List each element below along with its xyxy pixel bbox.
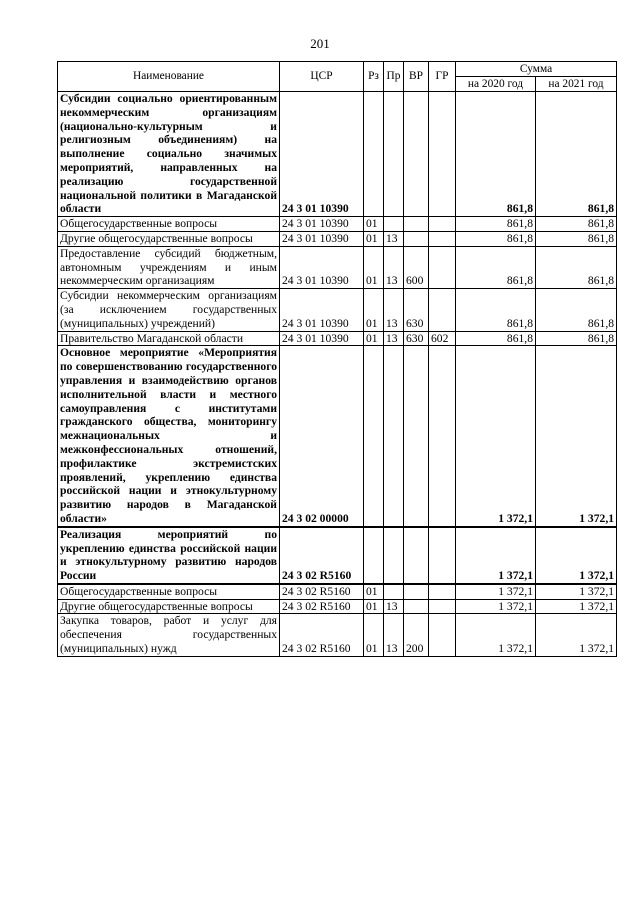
row-name: Субсидии социально ориентированным некоммерческим организациям (национально-культурным и религиозным объединениям) на выполнение социально значимых мероприятий, направленных на реализацию государственной национальной политики в Магаданской области [58, 92, 280, 217]
row-sum-2021: 1 372,1 [536, 614, 617, 656]
row-name: Реализация мероприятий по укреплению единства российской нации и этнокультурному развитию народов России [58, 527, 280, 584]
row-rz [364, 92, 384, 217]
row-sum-2021: 861,8 [536, 231, 617, 246]
row-sum-2021: 1 372,1 [536, 527, 617, 584]
row-sum-2021: 861,8 [536, 217, 617, 232]
header-name: Наименование [58, 62, 280, 92]
row-gr [429, 217, 456, 232]
row-name: Другие общегосударственные вопросы [58, 599, 280, 614]
row-sum-2020: 861,8 [456, 289, 536, 331]
row-gr [429, 527, 456, 584]
row-pr: 13 [384, 231, 404, 246]
row-sum-2020: 861,8 [456, 217, 536, 232]
header-year-2020: на 2020 год [456, 77, 536, 92]
header-rz: Рз [364, 62, 384, 92]
row-gr [429, 231, 456, 246]
row-csr: 24 3 02 R5160 [280, 614, 364, 656]
row-vr [404, 217, 429, 232]
row-csr: 24 3 01 10390 [280, 231, 364, 246]
table-row [58, 231, 617, 246]
row-rz: 01 [364, 599, 384, 614]
row-gr [429, 346, 456, 527]
row-vr [404, 231, 429, 246]
row-sum-2020: 861,8 [456, 331, 536, 346]
header-csr: ЦСР [280, 62, 364, 92]
row-pr: 13 [384, 246, 404, 288]
table-row [58, 346, 617, 527]
row-csr: 24 3 01 10390 [280, 289, 364, 331]
row-csr: 24 3 01 10390 [280, 92, 364, 217]
table-row [58, 599, 617, 614]
row-gr [429, 289, 456, 331]
row-csr: 24 3 01 10390 [280, 331, 364, 346]
row-pr: 13 [384, 599, 404, 614]
table-row [58, 527, 617, 584]
row-rz: 01 [364, 331, 384, 346]
row-sum-2020: 1 372,1 [456, 346, 536, 527]
row-sum-2021: 861,8 [536, 331, 617, 346]
row-sum-2020: 861,8 [456, 231, 536, 246]
row-sum-2020: 1 372,1 [456, 614, 536, 656]
row-csr: 24 3 02 R5160 [280, 584, 364, 599]
row-pr: 13 [384, 289, 404, 331]
row-sum-2020: 861,8 [456, 246, 536, 288]
header-gr: ГР [429, 62, 456, 92]
row-name: Предоставление субсидий бюджетным, автономным учреждениям и иным некоммерческим организациям [58, 246, 280, 288]
row-name: Закупка товаров, работ и услуг для обеспечения государственных (муниципальных) нужд [58, 614, 280, 656]
row-pr: 13 [384, 331, 404, 346]
table-row [58, 584, 617, 599]
row-pr: 13 [384, 614, 404, 656]
row-rz: 01 [364, 614, 384, 656]
row-csr: 24 3 02 R5160 [280, 599, 364, 614]
row-rz: 01 [364, 217, 384, 232]
row-rz: 01 [364, 289, 384, 331]
row-sum-2021: 1 372,1 [536, 599, 617, 614]
row-sum-2021: 861,8 [536, 246, 617, 288]
row-gr [429, 599, 456, 614]
row-name: Субсидии некоммерческим организациям (за исключением государственных (муниципальных) учреждений) [58, 289, 280, 331]
row-csr: 24 3 01 10390 [280, 246, 364, 288]
row-sum-2020: 1 372,1 [456, 599, 536, 614]
table-row [58, 246, 617, 288]
row-sum-2021: 1 372,1 [536, 584, 617, 599]
row-vr: 630 [404, 289, 429, 331]
row-pr [384, 217, 404, 232]
row-sum-2021: 861,8 [536, 289, 617, 331]
row-sum-2020: 1 372,1 [456, 584, 536, 599]
row-rz [364, 527, 384, 584]
row-csr: 24 3 02 00000 [280, 346, 364, 527]
budget-table [57, 61, 617, 657]
row-rz: 01 [364, 231, 384, 246]
row-vr [404, 346, 429, 527]
row-csr: 24 3 02 R5160 [280, 527, 364, 584]
row-sum-2021: 861,8 [536, 92, 617, 217]
row-name: Общегосударственные вопросы [58, 217, 280, 232]
row-rz [364, 346, 384, 527]
row-name: Основное мероприятие «Мероприятия по совершенствованию государственного управления и взаимодействию органов исполнительной власти и местного самоуправления с институтами гражданского общества, мониторингу межнациональных и межконфессиональных отношений, профилактике экстремистских проявлений, укреплению единства российской нации и этнокультурному развитию народов в Магаданской области» [58, 346, 280, 527]
row-csr: 24 3 01 10390 [280, 217, 364, 232]
row-gr [429, 92, 456, 217]
row-vr [404, 527, 429, 584]
row-pr [384, 527, 404, 584]
row-gr [429, 614, 456, 656]
row-vr: 600 [404, 246, 429, 288]
row-sum-2020: 861,8 [456, 92, 536, 217]
row-rz: 01 [364, 584, 384, 599]
header-vr: ВР [404, 62, 429, 92]
table-row [58, 289, 617, 331]
row-sum-2020: 1 372,1 [456, 527, 536, 584]
row-pr [384, 92, 404, 217]
row-gr: 602 [429, 331, 456, 346]
table-row [58, 331, 617, 346]
header-year-2021: на 2021 год [536, 77, 617, 92]
table-row [58, 92, 617, 217]
row-vr: 630 [404, 331, 429, 346]
row-gr [429, 584, 456, 599]
row-vr [404, 92, 429, 217]
header-sum: Сумма [456, 62, 617, 77]
row-name: Другие общегосударственные вопросы [58, 231, 280, 246]
row-name: Общегосударственные вопросы [58, 584, 280, 599]
table-row [58, 217, 617, 232]
table-row [58, 614, 617, 656]
header-pr: Пр [384, 62, 404, 92]
page-number: 201 [310, 36, 330, 51]
row-pr [384, 346, 404, 527]
row-gr [429, 246, 456, 288]
row-name: Правительство Магаданской области [58, 331, 280, 346]
row-vr [404, 599, 429, 614]
row-pr [384, 584, 404, 599]
row-rz: 01 [364, 246, 384, 288]
row-vr: 200 [404, 614, 429, 656]
row-sum-2021: 1 372,1 [536, 346, 617, 527]
row-vr [404, 584, 429, 599]
